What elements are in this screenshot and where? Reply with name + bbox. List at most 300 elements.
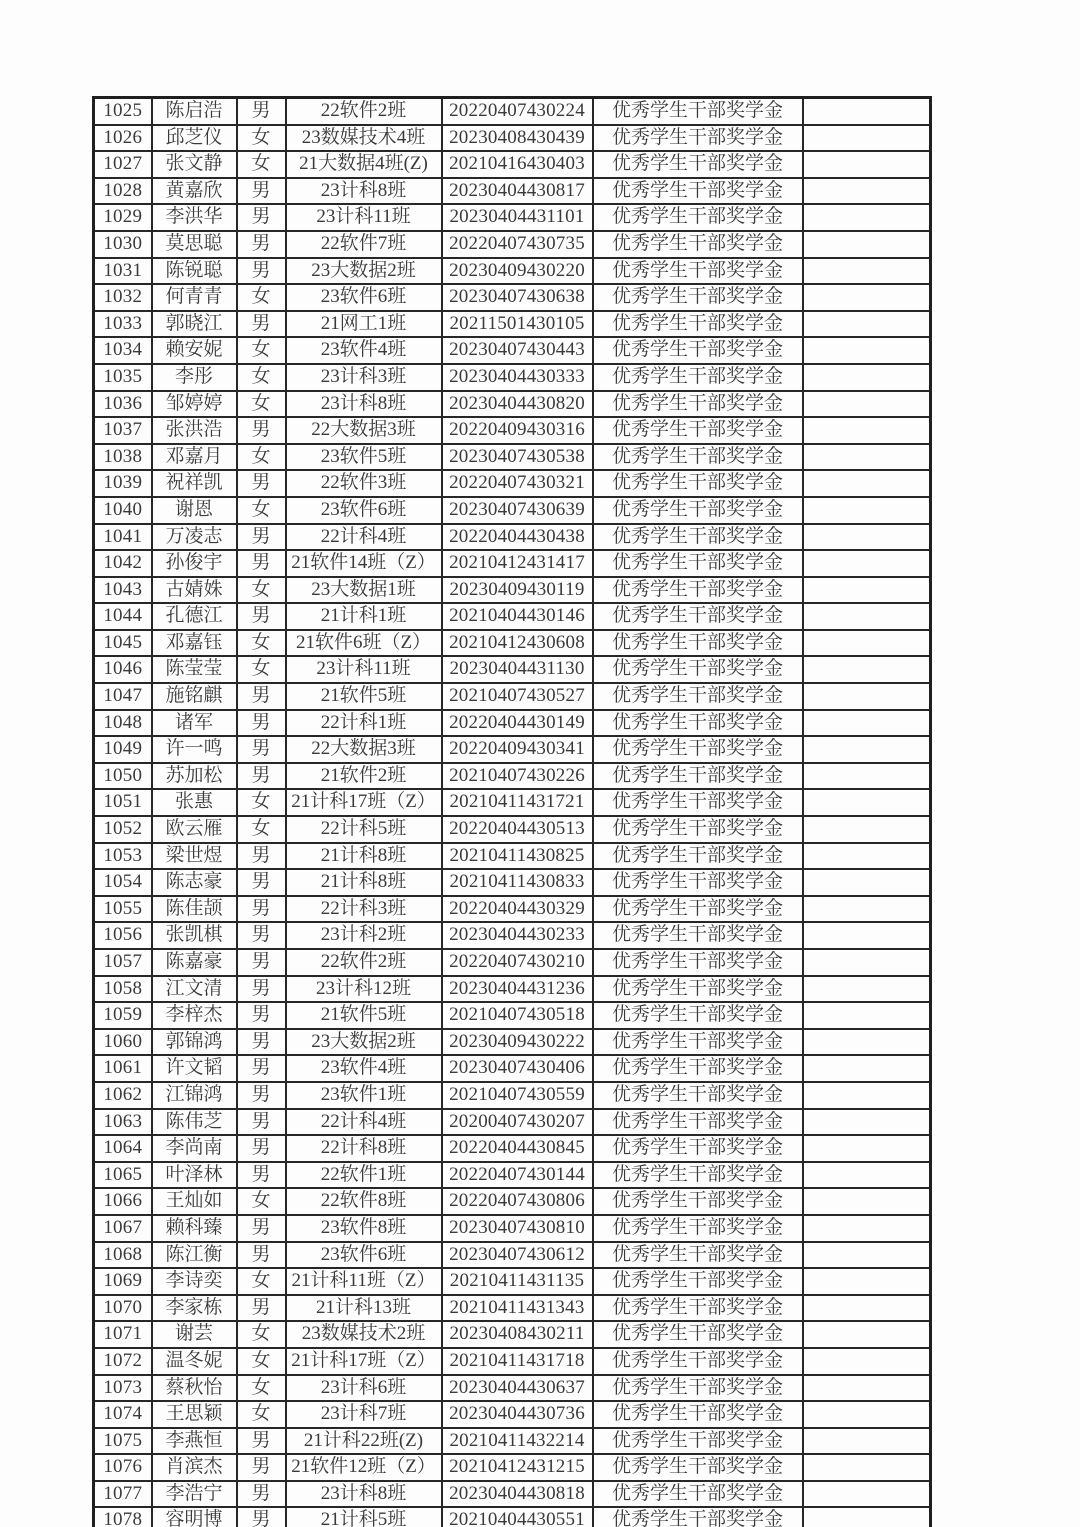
cell-student_id: 20210407430518 — [442, 1002, 593, 1029]
cell-student_id: 20230409430119 — [442, 577, 593, 604]
cell-note — [803, 391, 931, 418]
cell-award: 优秀学生干部奖学金 — [593, 1481, 803, 1508]
cell-name: 叶泽林 — [152, 1162, 237, 1189]
cell-no: 1037 — [94, 417, 152, 444]
roster-table-body — [94, 98, 931, 1527]
cell-gender: 女 — [237, 125, 286, 152]
cell-note — [803, 603, 931, 630]
cell-no: 1027 — [94, 151, 152, 178]
table-row — [94, 763, 931, 790]
cell-name: 莫思聪 — [152, 231, 237, 258]
cell-award: 优秀学生干部奖学金 — [593, 337, 803, 364]
cell-gender: 女 — [237, 630, 286, 657]
cell-name: 张惠 — [152, 789, 237, 816]
cell-note — [803, 98, 931, 125]
cell-no: 1073 — [94, 1375, 152, 1402]
cell-name: 陈佳颉 — [152, 896, 237, 923]
cell-student_id: 20230404430817 — [442, 178, 593, 205]
cell-no: 1070 — [94, 1295, 152, 1322]
table-row — [94, 258, 931, 285]
cell-no: 1055 — [94, 896, 152, 923]
cell-award: 优秀学生干部奖学金 — [593, 1507, 803, 1527]
cell-student_id: 20230409430222 — [442, 1029, 593, 1056]
cell-student_id: 20230404430736 — [442, 1401, 593, 1428]
cell-no: 1056 — [94, 922, 152, 949]
cell-gender: 女 — [237, 577, 286, 604]
cell-student_id: 20230407430443 — [442, 337, 593, 364]
cell-no: 1065 — [94, 1162, 152, 1189]
scholarship-roster-table — [92, 96, 932, 1527]
table-row — [94, 1002, 931, 1029]
cell-gender: 男 — [237, 1215, 286, 1242]
table-row — [94, 1215, 931, 1242]
cell-note — [803, 710, 931, 737]
cell-gender: 女 — [237, 1188, 286, 1215]
cell-note — [803, 1242, 931, 1269]
cell-note — [803, 869, 931, 896]
cell-no: 1063 — [94, 1109, 152, 1136]
cell-no: 1057 — [94, 949, 152, 976]
cell-student_id: 20210411432214 — [442, 1428, 593, 1455]
cell-note — [803, 1029, 931, 1056]
cell-award: 优秀学生干部奖学金 — [593, 1375, 803, 1402]
cell-award: 优秀学生干部奖学金 — [593, 1055, 803, 1082]
cell-name: 李尚南 — [152, 1135, 237, 1162]
cell-name: 李梓杰 — [152, 1002, 237, 1029]
cell-name: 孙俊宇 — [152, 550, 237, 577]
cell-gender: 女 — [237, 1375, 286, 1402]
cell-student_id: 20210411431343 — [442, 1295, 593, 1322]
cell-name: 肖滨杰 — [152, 1454, 237, 1481]
cell-student_id: 20220409430316 — [442, 417, 593, 444]
cell-no: 1051 — [94, 789, 152, 816]
cell-class: 22软件7班 — [286, 231, 442, 258]
cell-award: 优秀学生干部奖学金 — [593, 444, 803, 471]
table-row — [94, 178, 931, 205]
cell-award: 优秀学生干部奖学金 — [593, 1002, 803, 1029]
cell-note — [803, 1109, 931, 1136]
cell-award: 优秀学生干部奖学金 — [593, 1268, 803, 1295]
cell-note — [803, 470, 931, 497]
cell-award: 优秀学生干部奖学金 — [593, 1242, 803, 1269]
cell-no: 1052 — [94, 816, 152, 843]
cell-note — [803, 550, 931, 577]
cell-gender: 女 — [237, 1401, 286, 1428]
cell-gender: 男 — [237, 1135, 286, 1162]
cell-note — [803, 763, 931, 790]
table-row — [94, 1242, 931, 1269]
cell-no: 1054 — [94, 869, 152, 896]
cell-student_id: 20230404430333 — [442, 364, 593, 391]
cell-student_id: 20211501430105 — [442, 311, 593, 338]
cell-award: 优秀学生干部奖学金 — [593, 869, 803, 896]
cell-student_id: 20210412431215 — [442, 1454, 593, 1481]
cell-gender: 男 — [237, 1055, 286, 1082]
table-row — [94, 949, 931, 976]
cell-no: 1029 — [94, 204, 152, 231]
cell-no: 1068 — [94, 1242, 152, 1269]
cell-award: 优秀学生干部奖学金 — [593, 391, 803, 418]
cell-award: 优秀学生干部奖学金 — [593, 497, 803, 524]
cell-no: 1066 — [94, 1188, 152, 1215]
cell-note — [803, 630, 931, 657]
cell-class: 23软件4班 — [286, 337, 442, 364]
cell-name: 郭晓江 — [152, 311, 237, 338]
cell-gender: 男 — [237, 524, 286, 551]
cell-gender: 男 — [237, 683, 286, 710]
cell-award: 优秀学生干部奖学金 — [593, 1162, 803, 1189]
cell-student_id: 20220407430144 — [442, 1162, 593, 1189]
cell-gender: 男 — [237, 922, 286, 949]
cell-note — [803, 683, 931, 710]
table-row — [94, 1082, 931, 1109]
cell-class: 22软件1班 — [286, 1162, 442, 1189]
cell-student_id: 20230404430818 — [442, 1481, 593, 1508]
cell-student_id: 20220407430806 — [442, 1188, 593, 1215]
cell-no: 1058 — [94, 976, 152, 1003]
cell-no: 1038 — [94, 444, 152, 471]
cell-note — [803, 789, 931, 816]
table-row — [94, 1428, 931, 1455]
cell-note — [803, 444, 931, 471]
cell-class: 22大数据3班 — [286, 736, 442, 763]
table-row — [94, 710, 931, 737]
table-row — [94, 869, 931, 896]
table-row — [94, 1029, 931, 1056]
cell-gender: 男 — [237, 1295, 286, 1322]
cell-student_id: 20210411431721 — [442, 789, 593, 816]
cell-name: 温冬妮 — [152, 1348, 237, 1375]
cell-name: 祝祥凯 — [152, 470, 237, 497]
cell-gender: 女 — [237, 789, 286, 816]
cell-note — [803, 1454, 931, 1481]
cell-note — [803, 1055, 931, 1082]
cell-name: 王灿如 — [152, 1188, 237, 1215]
cell-student_id: 20210407430559 — [442, 1082, 593, 1109]
cell-award: 优秀学生干部奖学金 — [593, 1109, 803, 1136]
cell-class: 21软件5班 — [286, 683, 442, 710]
cell-student_id: 20210411430825 — [442, 843, 593, 870]
cell-name: 李彤 — [152, 364, 237, 391]
cell-no: 1025 — [94, 98, 152, 125]
cell-note — [803, 577, 931, 604]
cell-gender: 男 — [237, 603, 286, 630]
cell-gender: 男 — [237, 1162, 286, 1189]
cell-note — [803, 178, 931, 205]
cell-award: 优秀学生干部奖学金 — [593, 417, 803, 444]
cell-student_id: 20210404430551 — [442, 1507, 593, 1527]
cell-name: 赖科臻 — [152, 1215, 237, 1242]
cell-class: 21软件12班（Z） — [286, 1454, 442, 1481]
cell-gender: 女 — [237, 1348, 286, 1375]
table-row — [94, 1321, 931, 1348]
cell-class: 23计科12班 — [286, 976, 442, 1003]
cell-note — [803, 816, 931, 843]
table-row — [94, 1295, 931, 1322]
cell-note — [803, 524, 931, 551]
cell-gender: 男 — [237, 1481, 286, 1508]
cell-class: 21计科8班 — [286, 843, 442, 870]
table-row — [94, 470, 931, 497]
cell-note — [803, 417, 931, 444]
cell-note — [803, 284, 931, 311]
cell-student_id: 20230404430820 — [442, 391, 593, 418]
cell-gender: 男 — [237, 949, 286, 976]
cell-gender: 男 — [237, 896, 286, 923]
cell-class: 21计科17班（Z） — [286, 789, 442, 816]
cell-name: 施铭麒 — [152, 683, 237, 710]
cell-award: 优秀学生干部奖学金 — [593, 577, 803, 604]
cell-note — [803, 1321, 931, 1348]
cell-name: 蔡秋怡 — [152, 1375, 237, 1402]
cell-gender: 男 — [237, 1507, 286, 1527]
cell-no: 1069 — [94, 1268, 152, 1295]
table-row — [94, 311, 931, 338]
cell-student_id: 20230407430538 — [442, 444, 593, 471]
cell-award: 优秀学生干部奖学金 — [593, 98, 803, 125]
cell-name: 诸军 — [152, 710, 237, 737]
cell-student_id: 20210412430608 — [442, 630, 593, 657]
cell-award: 优秀学生干部奖学金 — [593, 284, 803, 311]
cell-name: 李家栋 — [152, 1295, 237, 1322]
cell-name: 苏加松 — [152, 763, 237, 790]
cell-gender: 女 — [237, 656, 286, 683]
cell-student_id: 20210416430403 — [442, 151, 593, 178]
cell-student_id: 20220407430224 — [442, 98, 593, 125]
cell-award: 优秀学生干部奖学金 — [593, 364, 803, 391]
cell-class: 23大数据1班 — [286, 577, 442, 604]
cell-award: 优秀学生干部奖学金 — [593, 1029, 803, 1056]
cell-gender: 女 — [237, 1268, 286, 1295]
cell-award: 优秀学生干部奖学金 — [593, 231, 803, 258]
cell-no: 1044 — [94, 603, 152, 630]
cell-name: 谢芸 — [152, 1321, 237, 1348]
cell-class: 21软件2班 — [286, 763, 442, 790]
cell-gender: 男 — [237, 1029, 286, 1056]
cell-student_id: 20230404430637 — [442, 1375, 593, 1402]
table-row — [94, 1055, 931, 1082]
cell-gender: 男 — [237, 1082, 286, 1109]
cell-student_id: 20220407430210 — [442, 949, 593, 976]
cell-note — [803, 311, 931, 338]
cell-name: 李浩宁 — [152, 1481, 237, 1508]
cell-no: 1071 — [94, 1321, 152, 1348]
cell-award: 优秀学生干部奖学金 — [593, 683, 803, 710]
cell-class: 22软件8班 — [286, 1188, 442, 1215]
cell-note — [803, 1215, 931, 1242]
cell-gender: 女 — [237, 284, 286, 311]
cell-no: 1040 — [94, 497, 152, 524]
cell-gender: 女 — [237, 364, 286, 391]
cell-note — [803, 231, 931, 258]
cell-note — [803, 1348, 931, 1375]
cell-gender: 男 — [237, 98, 286, 125]
cell-name: 许文韬 — [152, 1055, 237, 1082]
cell-class: 22计科4班 — [286, 524, 442, 551]
cell-name: 梁世煜 — [152, 843, 237, 870]
cell-student_id: 20210407430226 — [442, 763, 593, 790]
cell-gender: 男 — [237, 204, 286, 231]
cell-no: 1078 — [94, 1507, 152, 1527]
cell-class: 22计科4班 — [286, 1109, 442, 1136]
cell-no: 1074 — [94, 1401, 152, 1428]
cell-class: 23软件8班 — [286, 1215, 442, 1242]
cell-note — [803, 125, 931, 152]
cell-name: 古婧姝 — [152, 577, 237, 604]
cell-award: 优秀学生干部奖学金 — [593, 125, 803, 152]
cell-name: 江文清 — [152, 976, 237, 1003]
cell-name: 张凯棋 — [152, 922, 237, 949]
cell-note — [803, 1162, 931, 1189]
cell-gender: 女 — [237, 337, 286, 364]
cell-class: 21软件5班 — [286, 1002, 442, 1029]
cell-class: 21网工1班 — [286, 311, 442, 338]
table-row — [94, 1135, 931, 1162]
cell-student_id: 20230408430211 — [442, 1321, 593, 1348]
cell-class: 22计科1班 — [286, 710, 442, 737]
table-row — [94, 151, 931, 178]
cell-award: 优秀学生干部奖学金 — [593, 550, 803, 577]
table-row — [94, 417, 931, 444]
cell-note — [803, 976, 931, 1003]
cell-award: 优秀学生干部奖学金 — [593, 204, 803, 231]
cell-class: 23软件4班 — [286, 1055, 442, 1082]
cell-name: 陈莹莹 — [152, 656, 237, 683]
cell-name: 江锦鸿 — [152, 1082, 237, 1109]
cell-class: 23计科7班 — [286, 1401, 442, 1428]
cell-student_id: 20220407430735 — [442, 231, 593, 258]
cell-gender: 女 — [237, 497, 286, 524]
cell-class: 22软件2班 — [286, 98, 442, 125]
cell-student_id: 20220404430329 — [442, 896, 593, 923]
cell-no: 1048 — [94, 710, 152, 737]
cell-note — [803, 1082, 931, 1109]
table-row — [94, 444, 931, 471]
cell-award: 优秀学生干部奖学金 — [593, 976, 803, 1003]
cell-student_id: 20210411431718 — [442, 1348, 593, 1375]
table-row — [94, 816, 931, 843]
cell-award: 优秀学生干部奖学金 — [593, 1454, 803, 1481]
cell-name: 万凌志 — [152, 524, 237, 551]
cell-note — [803, 1188, 931, 1215]
cell-gender: 男 — [237, 736, 286, 763]
cell-student_id: 20230407430406 — [442, 1055, 593, 1082]
cell-student_id: 20230407430810 — [442, 1215, 593, 1242]
cell-student_id: 20220404430513 — [442, 816, 593, 843]
cell-gender: 男 — [237, 311, 286, 338]
cell-note — [803, 337, 931, 364]
cell-note — [803, 656, 931, 683]
table-row — [94, 603, 931, 630]
cell-gender: 女 — [237, 151, 286, 178]
cell-student_id: 20230409430220 — [442, 258, 593, 285]
cell-name: 邱芝仪 — [152, 125, 237, 152]
cell-student_id: 20210407430527 — [442, 683, 593, 710]
cell-student_id: 20220404430438 — [442, 524, 593, 551]
cell-gender: 男 — [237, 1109, 286, 1136]
cell-gender: 男 — [237, 763, 286, 790]
cell-note — [803, 1002, 931, 1029]
table-row — [94, 204, 931, 231]
cell-student_id: 20220407430321 — [442, 470, 593, 497]
cell-no: 1053 — [94, 843, 152, 870]
cell-award: 优秀学生干部奖学金 — [593, 896, 803, 923]
table-row — [94, 736, 931, 763]
cell-award: 优秀学生干部奖学金 — [593, 656, 803, 683]
cell-name: 王思颖 — [152, 1401, 237, 1428]
table-row — [94, 284, 931, 311]
table-row — [94, 683, 931, 710]
cell-award: 优秀学生干部奖学金 — [593, 710, 803, 737]
cell-note — [803, 151, 931, 178]
table-row — [94, 391, 931, 418]
cell-class: 21软件6班（Z） — [286, 630, 442, 657]
cell-gender: 男 — [237, 550, 286, 577]
cell-class: 23计科11班 — [286, 204, 442, 231]
cell-note — [803, 843, 931, 870]
table-row — [94, 524, 931, 551]
cell-note — [803, 1135, 931, 1162]
cell-note — [803, 949, 931, 976]
cell-class: 23软件6班 — [286, 497, 442, 524]
cell-class: 21软件14班（Z） — [286, 550, 442, 577]
cell-name: 陈江衡 — [152, 1242, 237, 1269]
cell-student_id: 20230404431236 — [442, 976, 593, 1003]
table-row — [94, 1507, 931, 1527]
cell-gender: 女 — [237, 391, 286, 418]
cell-no: 1033 — [94, 311, 152, 338]
cell-class: 23计科11班 — [286, 656, 442, 683]
cell-name: 谢恩 — [152, 497, 237, 524]
cell-student_id: 20230404430233 — [442, 922, 593, 949]
cell-award: 优秀学生干部奖学金 — [593, 178, 803, 205]
cell-gender: 男 — [237, 1242, 286, 1269]
cell-award: 优秀学生干部奖学金 — [593, 763, 803, 790]
cell-no: 1077 — [94, 1481, 152, 1508]
cell-name: 陈伟芝 — [152, 1109, 237, 1136]
cell-award: 优秀学生干部奖学金 — [593, 603, 803, 630]
cell-student_id: 20220409430341 — [442, 736, 593, 763]
cell-class: 22计科3班 — [286, 896, 442, 923]
table-row — [94, 1401, 931, 1428]
cell-gender: 女 — [237, 1321, 286, 1348]
cell-no: 1039 — [94, 470, 152, 497]
table-row — [94, 630, 931, 657]
cell-name: 赖安妮 — [152, 337, 237, 364]
cell-class: 21计科1班 — [286, 603, 442, 630]
cell-name: 邓嘉钰 — [152, 630, 237, 657]
cell-note — [803, 922, 931, 949]
cell-gender: 男 — [237, 976, 286, 1003]
table-row — [94, 125, 931, 152]
cell-gender: 男 — [237, 1002, 286, 1029]
cell-gender: 男 — [237, 869, 286, 896]
cell-class: 21计科5班 — [286, 1507, 442, 1527]
table-row — [94, 1348, 931, 1375]
cell-no: 1059 — [94, 1002, 152, 1029]
cell-no: 1030 — [94, 231, 152, 258]
cell-name: 李洪华 — [152, 204, 237, 231]
cell-no: 1075 — [94, 1428, 152, 1455]
cell-no: 1043 — [94, 577, 152, 604]
cell-no: 1041 — [94, 524, 152, 551]
table-row — [94, 1188, 931, 1215]
table-row — [94, 1162, 931, 1189]
table-row — [94, 550, 931, 577]
cell-no: 1076 — [94, 1454, 152, 1481]
cell-gender: 女 — [237, 816, 286, 843]
cell-class: 23软件6班 — [286, 1242, 442, 1269]
